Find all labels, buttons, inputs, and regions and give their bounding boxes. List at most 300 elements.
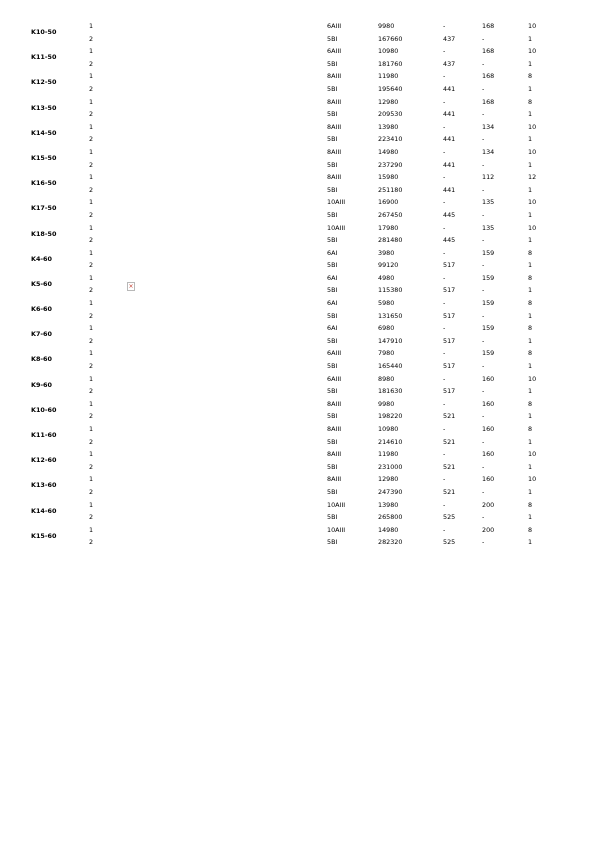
column-a-cell: 441 — [443, 160, 456, 169]
length-value-cell: 115380 — [378, 286, 403, 295]
element-group — [0, 69, 595, 94]
length-value-cell: 167660 — [378, 34, 403, 43]
length-value-cell: 195640 — [378, 84, 403, 93]
table-row — [0, 535, 595, 548]
column-a-cell: 441 — [443, 110, 456, 119]
rebar-type-cell: 5BI — [327, 513, 338, 522]
element-mark: K16-50 — [31, 179, 57, 188]
rebar-type-cell: 5BI — [327, 185, 338, 194]
rebar-type-cell: 5BI — [327, 462, 338, 471]
column-b-cell: 168 — [482, 97, 495, 106]
quantity-cell: 1 — [528, 236, 533, 245]
table-row — [0, 510, 595, 523]
rebar-type-cell: 5BI — [327, 286, 338, 295]
column-b-cell: 159 — [482, 299, 495, 308]
quantity-cell: 1 — [528, 34, 533, 43]
length-value-cell: 265800 — [378, 513, 403, 522]
column-b-cell: 200 — [482, 525, 495, 534]
quantity-cell: 1 — [528, 160, 533, 169]
column-a-cell: 441 — [443, 185, 456, 194]
quantity-cell: 1 — [528, 387, 533, 396]
quantity-cell: 10 — [528, 198, 537, 207]
row-index-cell: 1 — [89, 500, 94, 509]
row-index-cell: 1 — [89, 223, 94, 232]
length-value-cell: 12980 — [378, 475, 399, 484]
row-index-cell: 2 — [89, 160, 94, 169]
column-b-cell: - — [482, 160, 485, 169]
rebar-type-cell: 6AIII — [327, 374, 342, 383]
quantity-cell: 10 — [528, 147, 537, 156]
column-a-cell: 517 — [443, 311, 456, 320]
quantity-cell: 10 — [528, 22, 537, 30]
row-index-cell: 1 — [89, 122, 94, 131]
table-row — [0, 485, 595, 498]
quantity-cell: 1 — [528, 185, 533, 194]
element-mark: K12-60 — [31, 456, 57, 465]
element-mark: K12-50 — [31, 78, 57, 87]
row-index-cell: 2 — [89, 286, 94, 295]
element-mark: K6-60 — [31, 305, 52, 314]
table-row — [0, 409, 595, 422]
table-row — [0, 498, 595, 511]
column-a-cell: 525 — [443, 513, 456, 522]
element-mark: K15-60 — [31, 531, 57, 540]
column-a-cell: - — [443, 450, 446, 459]
row-index-cell: 2 — [89, 437, 94, 446]
element-group — [0, 170, 595, 195]
table-row — [0, 170, 595, 183]
quantity-cell: 8 — [528, 525, 533, 534]
row-index-cell: 1 — [89, 425, 94, 433]
quantity-cell: 1 — [528, 286, 533, 295]
quantity-cell: 8 — [528, 349, 533, 358]
element-group — [0, 422, 595, 447]
column-b-cell: 160 — [482, 399, 495, 408]
length-value-cell: 16900 — [378, 198, 399, 207]
column-a-cell: 521 — [443, 487, 456, 496]
row-index-cell: 1 — [89, 47, 94, 56]
length-value-cell: 4980 — [378, 273, 395, 282]
rebar-type-cell: 8AIII — [327, 425, 342, 433]
element-group — [0, 447, 595, 472]
rebar-type-cell: 6AI — [327, 299, 338, 308]
length-value-cell: 267450 — [378, 210, 403, 219]
row-index-cell: 1 — [89, 273, 94, 282]
column-a-cell: - — [443, 374, 446, 383]
quantity-cell: 1 — [528, 362, 533, 371]
quantity-cell: 8 — [528, 273, 533, 282]
table-row — [0, 397, 595, 410]
rebar-type-cell: 10AIII — [327, 223, 346, 232]
element-group — [0, 19, 595, 44]
column-b-cell: 160 — [482, 425, 495, 433]
element-mark: K10-60 — [31, 405, 57, 414]
table-row — [0, 447, 595, 460]
column-a-cell: 445 — [443, 210, 456, 219]
table-row — [0, 221, 595, 234]
table-row — [0, 384, 595, 397]
row-index-cell: 2 — [89, 261, 94, 270]
row-index-cell: 1 — [89, 97, 94, 106]
quantity-cell: 10 — [528, 223, 537, 232]
element-group — [0, 246, 595, 271]
row-index-cell: 2 — [89, 210, 94, 219]
length-value-cell: 165440 — [378, 362, 403, 371]
row-index-cell: 1 — [89, 450, 94, 459]
column-a-cell: 441 — [443, 84, 456, 93]
table-row — [0, 334, 595, 347]
column-b-cell: - — [482, 362, 485, 371]
rebar-type-cell: 8AIII — [327, 475, 342, 484]
quantity-cell: 1 — [528, 412, 533, 421]
column-b-cell: 160 — [482, 374, 495, 383]
column-b-cell: 160 — [482, 475, 495, 484]
length-value-cell: 14980 — [378, 525, 399, 534]
length-value-cell: 9980 — [378, 22, 395, 30]
column-a-cell: - — [443, 223, 446, 232]
row-index-cell: 1 — [89, 147, 94, 156]
quantity-cell: 1 — [528, 135, 533, 144]
quantity-cell: 8 — [528, 72, 533, 81]
element-mark: K5-60 — [31, 279, 52, 288]
rebar-type-cell: 6AIII — [327, 349, 342, 358]
length-value-cell: 14980 — [378, 147, 399, 156]
column-b-cell: 159 — [482, 349, 495, 358]
rebar-type-cell: 8AIII — [327, 72, 342, 81]
quantity-cell: 12 — [528, 173, 537, 182]
table-row — [0, 435, 595, 448]
element-mark: K18-50 — [31, 229, 57, 238]
rebar-type-cell: 5BI — [327, 84, 338, 93]
column-a-cell: - — [443, 198, 446, 207]
element-group — [0, 195, 595, 220]
column-a-cell: 517 — [443, 387, 456, 396]
broken-image-icon: × — [128, 283, 134, 290]
quantity-cell: 1 — [528, 110, 533, 119]
column-a-cell: - — [443, 299, 446, 308]
length-value-cell: 10980 — [378, 425, 399, 433]
column-b-cell: 135 — [482, 198, 495, 207]
column-a-cell: - — [443, 22, 446, 30]
table-row — [0, 32, 595, 45]
table-row — [0, 95, 595, 108]
length-value-cell: 13980 — [378, 122, 399, 131]
element-mark: K4-60 — [31, 254, 52, 263]
row-index-cell: 1 — [89, 324, 94, 333]
quantity-cell: 8 — [528, 324, 533, 333]
table-row — [0, 422, 595, 435]
column-b-cell: - — [482, 210, 485, 219]
length-value-cell: 7980 — [378, 349, 395, 358]
quantity-cell: 1 — [528, 210, 533, 219]
length-value-cell: 17980 — [378, 223, 399, 232]
table-row — [0, 359, 595, 372]
element-group — [0, 321, 595, 346]
element-group — [0, 523, 595, 548]
quantity-cell: 10 — [528, 47, 537, 56]
table-row — [0, 44, 595, 57]
column-b-cell: - — [482, 34, 485, 43]
column-a-cell: 517 — [443, 362, 456, 371]
element-mark: K8-60 — [31, 355, 52, 364]
column-b-cell: - — [482, 261, 485, 270]
quantity-cell: 8 — [528, 248, 533, 257]
column-b-cell: 135 — [482, 223, 495, 232]
column-a-cell: - — [443, 525, 446, 534]
quantity-cell: 1 — [528, 84, 533, 93]
quantity-cell: 10 — [528, 122, 537, 131]
quantity-cell: 10 — [528, 450, 537, 459]
column-b-cell: - — [482, 59, 485, 68]
length-value-cell: 12980 — [378, 97, 399, 106]
element-group — [0, 346, 595, 371]
column-a-cell: 517 — [443, 286, 456, 295]
row-index-cell: 2 — [89, 462, 94, 471]
quantity-cell: 1 — [528, 59, 533, 68]
rebar-type-cell: 5BI — [327, 412, 338, 421]
rebar-type-cell: 8AIII — [327, 173, 342, 182]
element-group — [0, 95, 595, 120]
quantity-cell: 8 — [528, 500, 533, 509]
table-row — [0, 57, 595, 70]
rebar-type-cell: 6AI — [327, 273, 338, 282]
quantity-cell: 10 — [528, 475, 537, 484]
rebar-type-cell: 5BI — [327, 110, 338, 119]
column-b-cell: 200 — [482, 500, 495, 509]
rebar-type-cell: 5BI — [327, 236, 338, 245]
element-group — [0, 44, 595, 69]
quantity-cell: 10 — [528, 374, 537, 383]
quantity-cell: 1 — [528, 513, 533, 522]
column-a-cell: 437 — [443, 34, 456, 43]
length-value-cell: 223410 — [378, 135, 403, 144]
column-b-cell: - — [482, 286, 485, 295]
table-row — [0, 145, 595, 158]
row-index-cell: 1 — [89, 299, 94, 308]
element-group — [0, 397, 595, 422]
column-b-cell: 159 — [482, 248, 495, 257]
column-a-cell: - — [443, 324, 446, 333]
column-b-cell: - — [482, 487, 485, 496]
row-index-cell: 2 — [89, 387, 94, 396]
table-row — [0, 208, 595, 221]
rebar-type-cell: 5BI — [327, 261, 338, 270]
table-row — [0, 233, 595, 246]
column-a-cell: - — [443, 475, 446, 484]
column-a-cell: 521 — [443, 462, 456, 471]
table-row — [0, 195, 595, 208]
row-index-cell: 2 — [89, 185, 94, 194]
length-value-cell: 181630 — [378, 387, 403, 396]
rebar-type-cell: 5BI — [327, 210, 338, 219]
length-value-cell: 11980 — [378, 450, 399, 459]
row-index-cell: 2 — [89, 362, 94, 371]
length-value-cell: 231000 — [378, 462, 403, 471]
element-mark: K13-50 — [31, 103, 57, 112]
column-a-cell: - — [443, 399, 446, 408]
column-b-cell: - — [482, 236, 485, 245]
row-index-cell: 2 — [89, 59, 94, 68]
table-row — [0, 107, 595, 120]
row-index-cell: 2 — [89, 513, 94, 522]
rebar-type-cell: 5BI — [327, 387, 338, 396]
column-b-cell: - — [482, 110, 485, 119]
rebar-type-cell: 5BI — [327, 487, 338, 496]
rebar-type-cell: 5BI — [327, 59, 338, 68]
column-b-cell: 134 — [482, 147, 495, 156]
row-index-cell: 1 — [89, 525, 94, 534]
rebar-type-cell: 6AIII — [327, 47, 342, 56]
quantity-cell: 8 — [528, 425, 533, 433]
column-b-cell: - — [482, 513, 485, 522]
length-value-cell: 10980 — [378, 47, 399, 56]
column-a-cell: - — [443, 273, 446, 282]
table-row — [0, 258, 595, 271]
column-b-cell: 168 — [482, 47, 495, 56]
rebar-type-cell: 5BI — [327, 34, 338, 43]
table-row — [0, 183, 595, 196]
column-b-cell: - — [482, 135, 485, 144]
length-value-cell: 99120 — [378, 261, 399, 270]
length-value-cell: 251180 — [378, 185, 403, 194]
table-row — [0, 372, 595, 385]
row-index-cell: 1 — [89, 72, 94, 81]
row-index-cell: 1 — [89, 349, 94, 358]
row-index-cell: 1 — [89, 399, 94, 408]
quantity-cell: 8 — [528, 97, 533, 106]
rebar-type-cell: 8AIII — [327, 450, 342, 459]
quantity-cell: 1 — [528, 437, 533, 446]
spec-groups — [0, 19, 595, 548]
row-index-cell: 1 — [89, 173, 94, 182]
column-a-cell: 521 — [443, 412, 456, 421]
row-index-cell: 2 — [89, 487, 94, 496]
column-b-cell: 168 — [482, 22, 495, 30]
table-row — [0, 19, 595, 32]
column-b-cell: - — [482, 437, 485, 446]
quantity-cell: 1 — [528, 311, 533, 320]
column-b-cell: - — [482, 538, 485, 547]
element-mark: K17-50 — [31, 204, 57, 213]
table-row — [0, 460, 595, 473]
column-a-cell: - — [443, 47, 446, 56]
length-value-cell: 11980 — [378, 72, 399, 81]
table-row — [0, 132, 595, 145]
column-b-cell: 112 — [482, 173, 495, 182]
column-b-cell: - — [482, 84, 485, 93]
row-index-cell: 1 — [89, 22, 94, 30]
element-group — [0, 372, 595, 397]
element-mark: K14-60 — [31, 506, 57, 515]
table-row — [0, 523, 595, 536]
element-mark: K11-50 — [31, 53, 57, 62]
column-a-cell: - — [443, 500, 446, 509]
column-a-cell: - — [443, 97, 446, 106]
rebar-type-cell: 10AIII — [327, 525, 346, 534]
column-a-cell: 517 — [443, 261, 456, 270]
element-group — [0, 498, 595, 523]
column-b-cell: - — [482, 462, 485, 471]
rebar-type-cell: 8AIII — [327, 147, 342, 156]
rebar-type-cell: 10AIII — [327, 500, 346, 509]
element-group — [0, 120, 595, 145]
element-group — [0, 221, 595, 246]
element-mark: K11-60 — [31, 431, 57, 439]
column-a-cell: 517 — [443, 336, 456, 345]
column-b-cell: 160 — [482, 450, 495, 459]
column-b-cell: - — [482, 311, 485, 320]
table-row — [0, 246, 595, 259]
row-index-cell: 2 — [89, 34, 94, 43]
rebar-type-cell: 6AI — [327, 248, 338, 257]
column-a-cell: 525 — [443, 538, 456, 547]
element-group — [0, 271, 595, 296]
rebar-type-cell: 8AIII — [327, 399, 342, 408]
length-value-cell: 198220 — [378, 412, 403, 421]
column-b-cell: - — [482, 387, 485, 396]
length-value-cell: 15980 — [378, 173, 399, 182]
length-value-cell: 13980 — [378, 500, 399, 509]
table-row — [0, 472, 595, 485]
length-value-cell: 209530 — [378, 110, 403, 119]
column-b-cell: 168 — [482, 72, 495, 81]
rebar-type-cell: 5BI — [327, 160, 338, 169]
rebar-type-cell: 5BI — [327, 538, 338, 547]
length-value-cell: 3980 — [378, 248, 395, 257]
table-row — [0, 120, 595, 133]
element-group — [0, 472, 595, 497]
row-index-cell: 2 — [89, 110, 94, 119]
column-a-cell: - — [443, 122, 446, 131]
length-value-cell: 281480 — [378, 236, 403, 245]
row-index-cell: 2 — [89, 412, 94, 421]
length-value-cell: 247390 — [378, 487, 403, 496]
row-index-cell: 2 — [89, 135, 94, 144]
row-index-cell: 2 — [89, 236, 94, 245]
column-b-cell: 159 — [482, 273, 495, 282]
table-row — [0, 158, 595, 171]
element-group — [0, 145, 595, 170]
length-value-cell: 5980 — [378, 299, 395, 308]
column-b-cell: - — [482, 336, 485, 345]
row-index-cell: 2 — [89, 84, 94, 93]
column-b-cell: - — [482, 185, 485, 194]
element-mark: K7-60 — [31, 330, 52, 339]
column-a-cell: 441 — [443, 135, 456, 144]
row-index-cell: 1 — [89, 248, 94, 257]
rebar-type-cell: 5BI — [327, 362, 338, 371]
quantity-cell: 8 — [528, 299, 533, 308]
quantity-cell: 1 — [528, 462, 533, 471]
quantity-cell: 1 — [528, 538, 533, 547]
element-mark: K15-50 — [31, 153, 57, 162]
column-a-cell: - — [443, 147, 446, 156]
column-a-cell: 437 — [443, 59, 456, 68]
length-value-cell: 9980 — [378, 399, 395, 408]
rebar-type-cell: 8AIII — [327, 97, 342, 106]
quantity-cell: 1 — [528, 487, 533, 496]
column-a-cell: - — [443, 349, 446, 358]
row-index-cell: 1 — [89, 198, 94, 207]
element-group — [0, 296, 595, 321]
rebar-type-cell: 8AIII — [327, 122, 342, 131]
quantity-cell: 8 — [528, 399, 533, 408]
quantity-cell: 1 — [528, 261, 533, 270]
element-mark: K14-50 — [31, 128, 57, 137]
length-value-cell: 282320 — [378, 538, 403, 547]
rebar-type-cell: 6AIII — [327, 22, 342, 30]
column-a-cell: - — [443, 248, 446, 257]
